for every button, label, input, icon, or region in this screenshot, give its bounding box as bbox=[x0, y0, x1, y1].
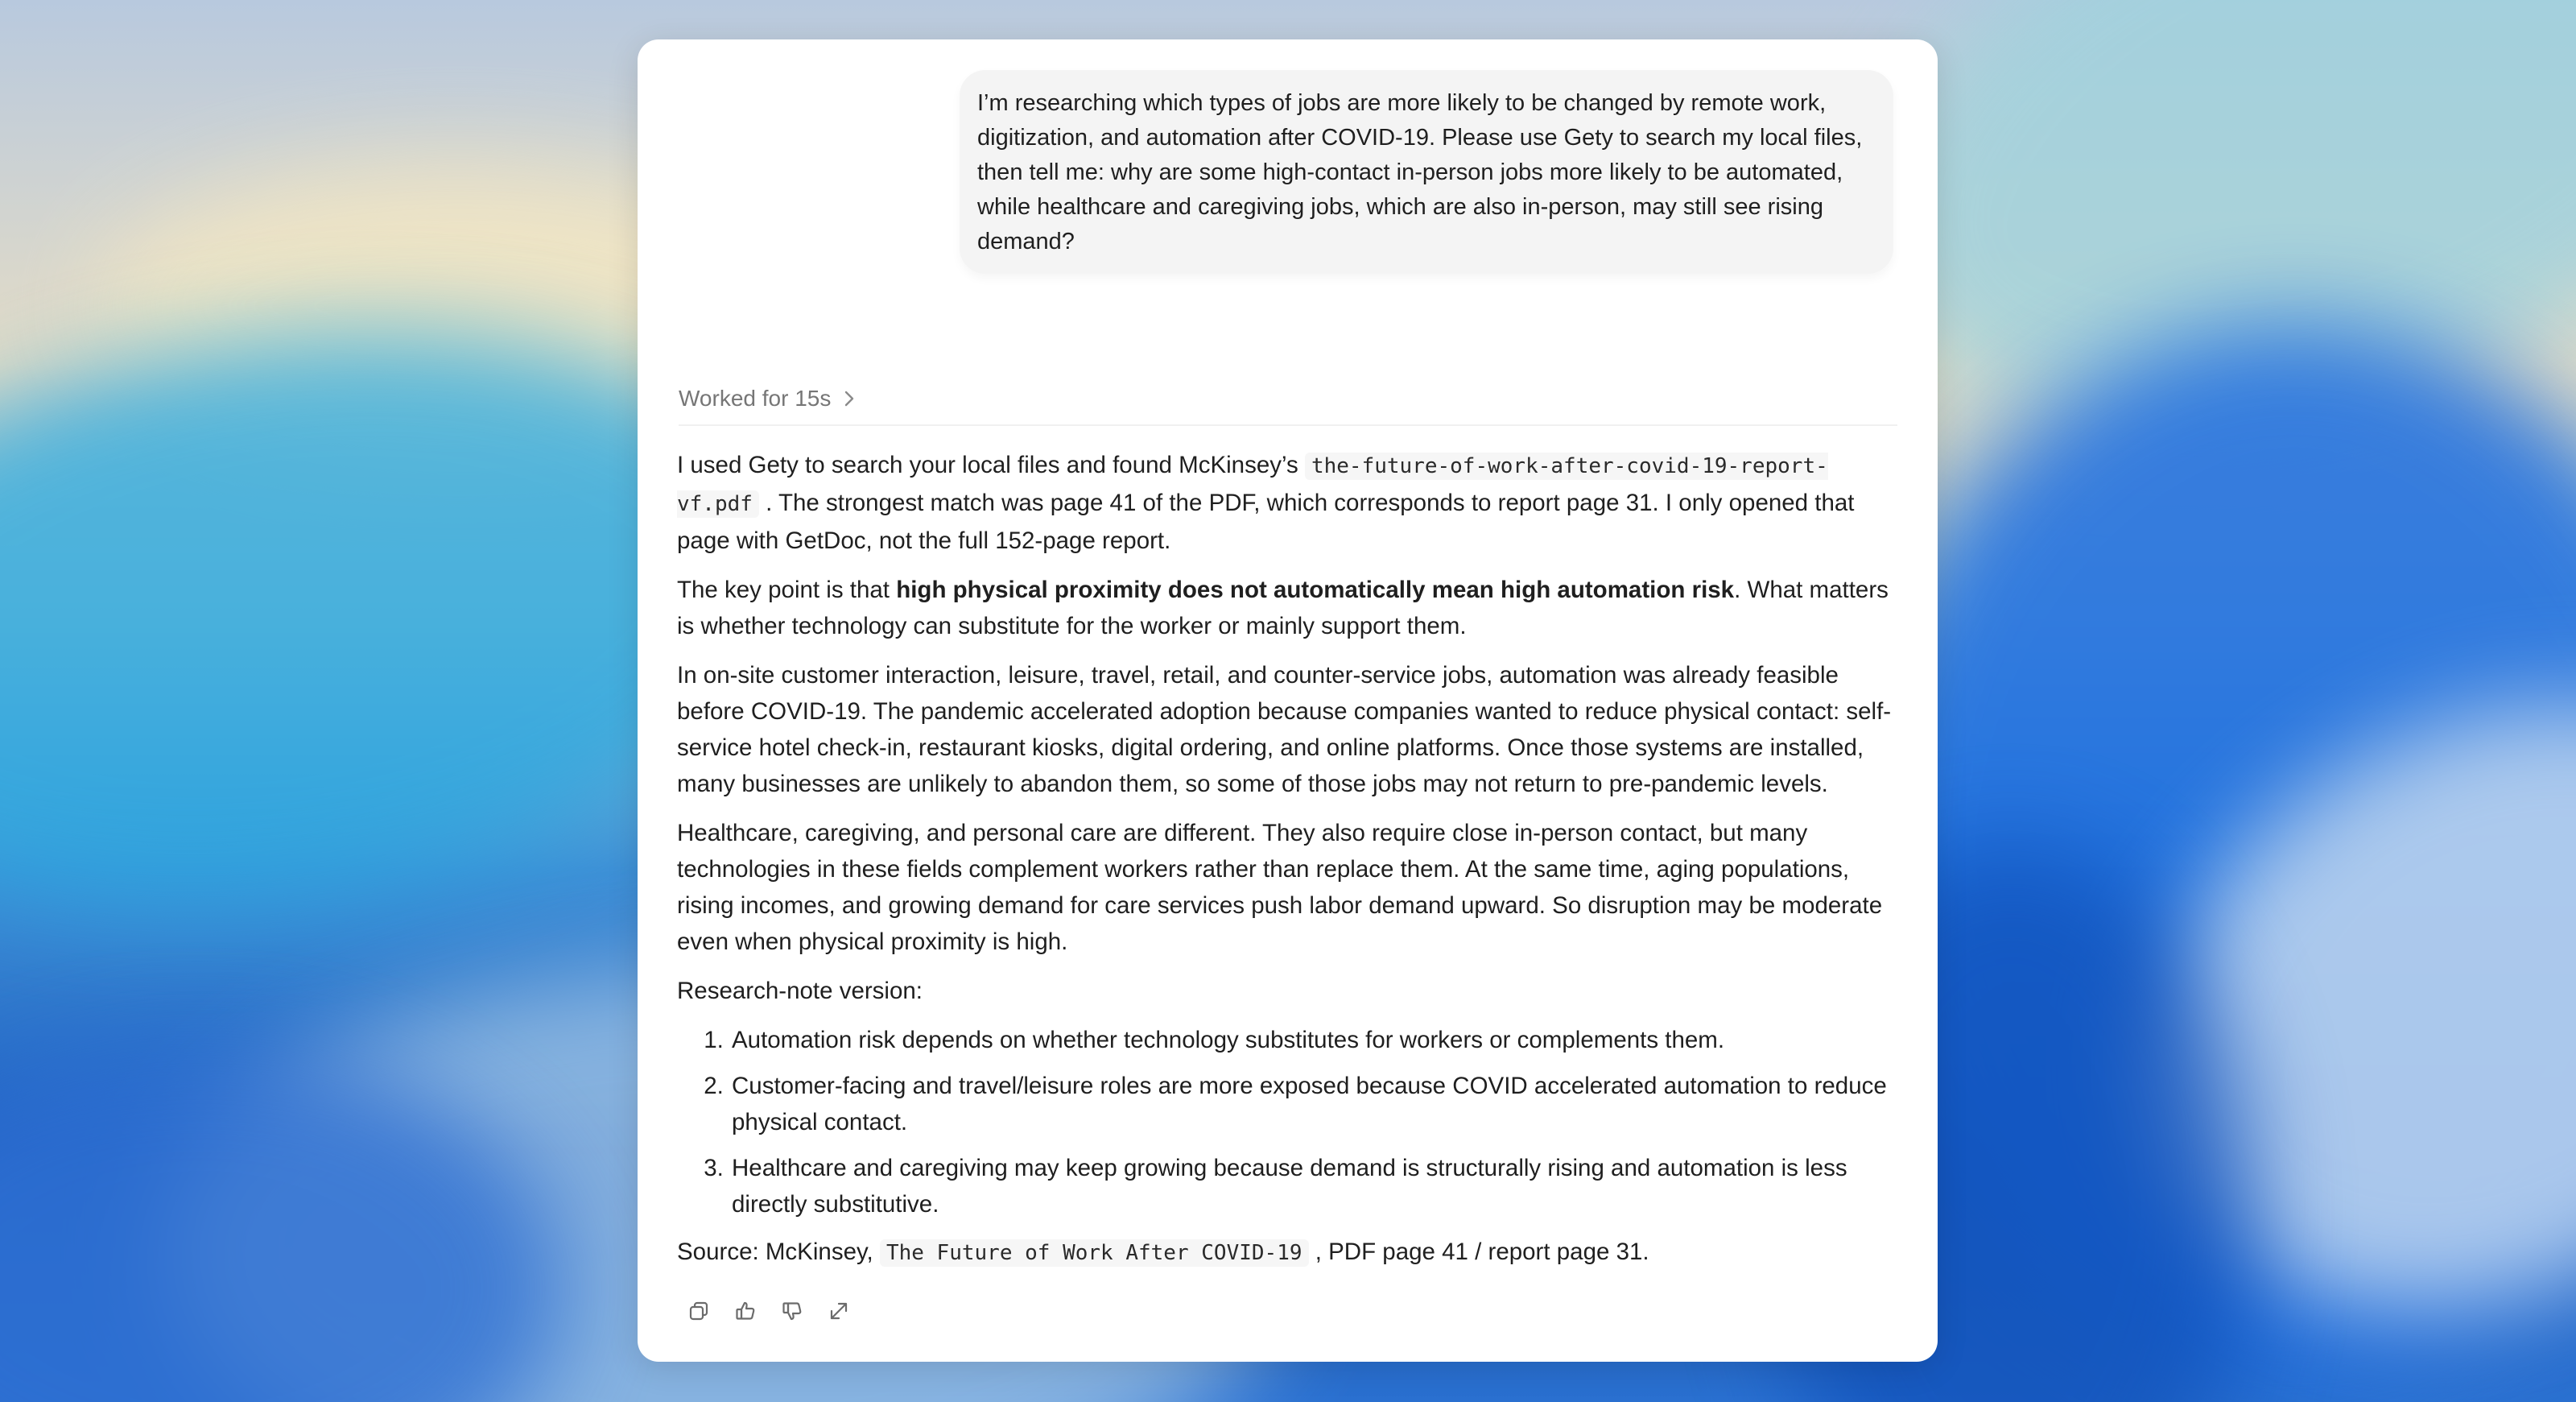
user-message-text: I’m researching which types of jobs are more likely to be changed by remote work, digitization, and automation after COVID-19. Please use Gety to search my local files, then tell me: why are some high-contact in-person jobs more likely to be automated, while healthcare and caregiving jobs, which are also in-person, may still see rising demand? bbox=[977, 90, 1863, 254]
research-note-heading: Research-note version: bbox=[677, 978, 923, 1004]
chevron-right-icon bbox=[844, 390, 855, 407]
thumbs-up-button[interactable] bbox=[731, 1297, 760, 1325]
research-note-list bbox=[677, 1022, 1901, 1222]
copy-icon bbox=[687, 1300, 710, 1322]
worked-for-toggle[interactable] bbox=[679, 386, 855, 412]
assistant-answer bbox=[677, 447, 1901, 1284]
share-icon bbox=[828, 1300, 850, 1322]
user-message-bubble bbox=[960, 70, 1893, 274]
filename-code: the-future-of-work-after-covid-19-report-vf.pdf bbox=[677, 454, 1828, 516]
copy-button[interactable] bbox=[684, 1297, 713, 1325]
list-item: 3. Healthcare and caregiving may keep growing because demand is structurally rising and automation is less directly substitutive. bbox=[730, 1150, 1901, 1222]
answer-paragraph: The key point is that high physical proximity does not automatically mean high automation risk. What matters is whether technology can substitute for the worker or mainly support them. bbox=[677, 577, 1889, 639]
thumbs-down-icon bbox=[781, 1300, 803, 1322]
worked-divider bbox=[679, 362, 1897, 426]
list-item: 1. Automation risk depends on whether technology substitutes for workers or complements them. bbox=[730, 1022, 1901, 1058]
source-title-code: The Future of Work After COVID-19 bbox=[880, 1239, 1309, 1267]
source-line: Source: McKinsey, The Future of Work After COVID-19 , PDF page 41 / report page 31. bbox=[677, 1239, 1649, 1265]
answer-paragraph: Healthcare, caregiving, and personal care are different. They also require close in-person contact, but many technologies in these fields complement workers rather than replace them. At the same time, aging populations, rising incomes, and growing demand for care services push labor demand upward. So disruption may be moderate even when physical proximity is high. bbox=[677, 820, 1883, 955]
list-item: 2. Customer-facing and travel/leisure roles are more exposed because COVID accelerated automation to reduce physical contact. bbox=[730, 1068, 1901, 1140]
worked-for-label: Worked for 15s bbox=[679, 386, 832, 411]
answer-paragraph: In on-site customer interaction, leisure, travel, retail, and counter-service jobs, automation was already feasible before COVID-19. The pandemic accelerated adoption because companies wanted to reduce physical contact: self-service hotel check-in, restaurant kiosks, digital ordering, and online platforms. Once those systems are installed, many businesses are unlikely to abandon them, so some of those jobs may not return to pre-pandemic levels. bbox=[677, 662, 1892, 797]
key-point-bold: high physical proximity does not automatically mean high automation risk bbox=[896, 577, 1735, 603]
answer-paragraph: I used Gety to search your local files and found McKinsey’s the-future-of-work-after-covid-19-report-vf.pdf . The strongest match was page 41 of the PDF, which corresponds to report page 31. I only opened that page with GetDoc, not the full 152-page report. bbox=[677, 452, 1855, 554]
share-button[interactable] bbox=[824, 1297, 853, 1325]
chat-panel bbox=[638, 39, 1938, 1362]
thumbs-up-icon bbox=[734, 1300, 757, 1322]
thumbs-down-button[interactable] bbox=[778, 1297, 807, 1325]
message-actions bbox=[684, 1297, 853, 1325]
